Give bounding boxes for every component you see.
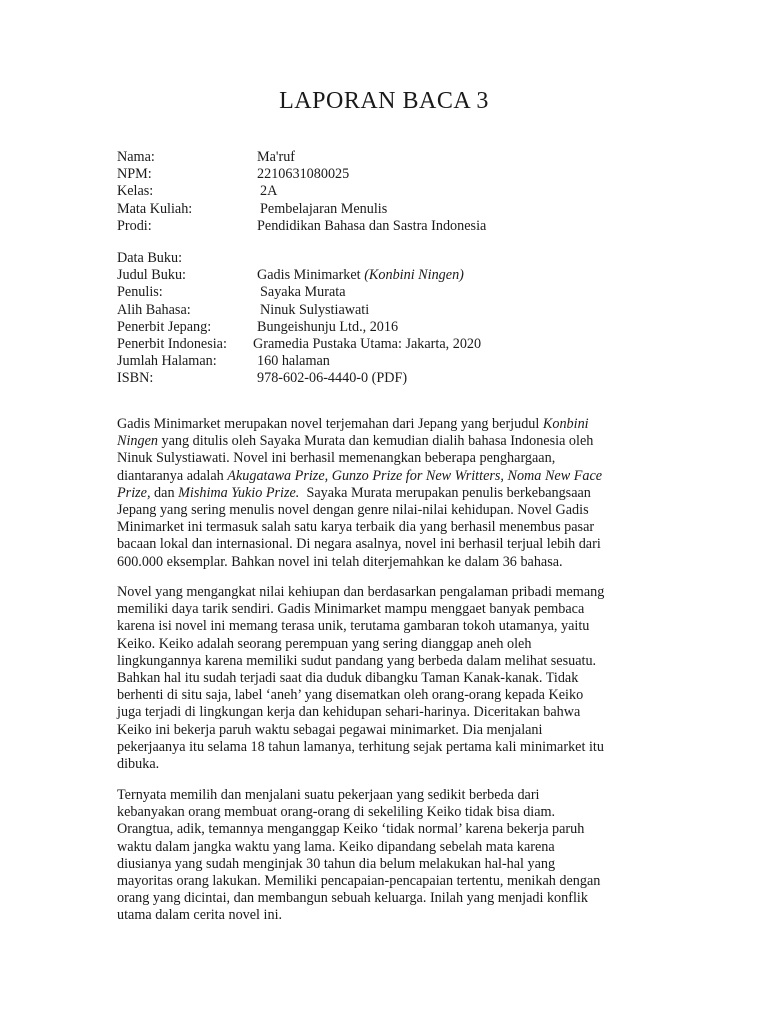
identity-value: Pendidikan Bahasa dan Sastra Indonesia: [257, 217, 487, 234]
paragraph-line: Ninuk Sulystiawati. Novel ini berhasil memenangkan beberapa penghargaan,: [117, 450, 556, 467]
book-row-alih-bahasa: [117, 302, 481, 319]
identity-row-npm: [117, 166, 486, 183]
book-title-value: [257, 267, 464, 284]
paragraph-line: Minimarket ini termasuk salah satu karya terbaik dia yang berhasil menembus pasar: [117, 519, 595, 536]
paragraph-line: Ternyata memilih dan menjalani suatu pekerjaan yang sedikit berbeda dari: [117, 787, 540, 803]
book-row-isbn: [117, 370, 481, 387]
paragraph-line: Jepang yang sering menulis novel dengan genre nilai-nilai kehidupan. Novel Gadis: [117, 502, 589, 519]
book-value: 160 halaman: [257, 353, 330, 370]
paragraph-line: Keiko. Keiko adalah seorang perempuan yang sering dianggap aneh oleh: [117, 635, 532, 652]
identity-label: Prodi:: [117, 217, 152, 234]
book-original-title: (Konbini Ningen): [364, 267, 464, 284]
identity-row-mata-kuliah: [117, 201, 486, 218]
italic-run: Mishima Yukio Prize.: [178, 484, 300, 501]
book-row-penulis: [117, 284, 481, 301]
text-run: Gadis Minimarket merupakan novel terjemahan dari Jepang yang berjudul: [117, 416, 543, 432]
book-label: Alih Bahasa:: [117, 301, 191, 318]
identity-label: NPM:: [117, 166, 152, 183]
paragraph-line: lingkungannya karena memiliki sudut pandang yang berbeda dalam melihat sesuatu.: [117, 652, 597, 669]
book-label: ISBN:: [117, 370, 154, 387]
paragraph-line: bacaan lokal dan internasional. Di negara asalnya, novel ini berhasil terjual lebih dari: [117, 536, 601, 553]
paragraph-line: Novel yang mengangkat nilai kehiupan dan berdasarkan pengalaman pribadi memang: [117, 584, 605, 600]
identity-row-prodi: [117, 218, 486, 235]
book-value: Ninuk Sulystiawati: [260, 301, 370, 318]
book-title-text: Gadis Minimarket: [257, 267, 365, 284]
paragraph-line: berhenti di situ saja, label ‘aneh’ yang disematkan oleh orang-orang kepada Keiko: [117, 687, 584, 704]
paragraph-line: memiliki daya tarik sendiri. Gadis Minimarket mampu menggaet banyak pembaca: [117, 601, 585, 618]
paragraph-line: mayoritas orang lakukan. Memiliki pencapaian-pencapaian tertentu, menikah dengan: [117, 873, 601, 890]
paragraph-line: dibuka.: [117, 756, 160, 773]
identity-label: Nama:: [117, 149, 155, 165]
paragraph-line: waktu dalam jangka waktu yang lama. Keiko dipandang sebelah mata karena: [117, 838, 555, 855]
body-paragraph-3: [117, 787, 657, 925]
book-value: Sayaka Murata: [260, 284, 346, 301]
paragraph-line: Orangtua, adik, temannya menganggap Keiko ‘tidak normal’ karena bekerja paruh: [117, 821, 585, 838]
book-label: Penerbit Indonesia:: [117, 336, 227, 353]
paragraph-line: [117, 433, 657, 450]
book-label: Penerbit Jepang:: [117, 318, 212, 335]
book-label: Penulis:: [117, 284, 163, 301]
paragraph-line: [117, 485, 657, 502]
italic-run: Ningen: [117, 433, 158, 450]
text-run: dan: [150, 484, 179, 501]
identity-row-kelas: [117, 183, 486, 200]
paragraph-line: [117, 416, 657, 433]
text-run: diantaranya adalah: [117, 467, 228, 484]
paragraph-line: 600.000 eksemplar. Bahkan novel ini telah diterjemahkan ke dalam 36 bahasa.: [117, 553, 563, 570]
book-row-penerbit-jepang: [117, 319, 481, 336]
book-value: Gramedia Pustaka Utama: Jakarta, 2020: [253, 336, 482, 353]
paragraph-line: diusianya yang sudah menginjak 30 tahun dia belum melakukan hal-hal yang: [117, 855, 556, 872]
paragraph-line: orang yang dicintai, dan membangun sebuah keluarga. Inilah yang menjadi konflik: [117, 890, 588, 907]
italic-run: Prize,: [117, 484, 151, 501]
paragraph-line: pekerjaanya itu selama 18 tahun lamanya, terhitung sejak pertama kali minimarket itu: [117, 738, 604, 755]
italic-run: Akugatawa Prize, Gunzo Prize for New Writters, Noma New Face: [227, 467, 603, 484]
paragraph-line: Keiko ini bekerja paruh waktu sebagai pegawai minimarket. Dia menjalani: [117, 721, 543, 738]
identity-value: Pembelajaran Menulis: [260, 200, 388, 217]
book-row-title: [117, 267, 481, 284]
identity-value: 2210631080025: [257, 166, 350, 183]
identity-block: [117, 149, 486, 235]
book-label: Jumlah Halaman:: [117, 353, 217, 370]
book-data-heading: Data Buku:: [117, 250, 183, 266]
body-paragraph-2: [117, 584, 657, 773]
paragraph-line: Bahkan hal itu sudah terjadi saat dia duduk dibangku Taman Kanak-kanak. Tidak: [117, 670, 579, 687]
book-row-jumlah-halaman: [117, 353, 481, 370]
identity-value: 2A: [260, 183, 278, 200]
identity-row-nama: [117, 149, 486, 166]
book-value: 978-602-06-4440-0 (PDF): [257, 370, 408, 387]
identity-label: Mata Kuliah:: [117, 200, 193, 217]
paragraph-line: karena isi novel ini memang terasa unik, terutama gambaran tokoh utamanya, yaitu: [117, 618, 590, 635]
italic-run: Konbini: [542, 416, 589, 432]
book-value: Bungeishunju Ltd., 2016: [257, 318, 399, 335]
book-data-block: [117, 250, 481, 388]
paragraph-line: utama dalam cerita novel ini.: [117, 907, 283, 924]
book-row-penerbit-indonesia: [117, 336, 481, 353]
body-paragraph-1: [117, 416, 657, 571]
paragraph-line: [117, 468, 657, 485]
text-run: yang ditulis oleh Sayaka Murata dan kemudian dialih bahasa Indonesia oleh: [157, 433, 594, 450]
text-run: Sayaka Murata merupakan penulis berkebangsaan: [299, 484, 591, 501]
book-label: Judul Buku:: [117, 267, 186, 284]
paragraph-line: juga terjadi di lingkungan kerja dan kehidupan sehari-harinya. Diceritakan bahwa: [117, 704, 581, 721]
paragraph-line: kebanyakan orang membuat orang-orang di sekeliling Keiko tidak bisa diam.: [117, 804, 556, 821]
document-title: LAPORAN BACA 3: [279, 88, 489, 114]
identity-label: Kelas:: [117, 183, 154, 200]
identity-value: Ma'ruf: [257, 149, 296, 165]
